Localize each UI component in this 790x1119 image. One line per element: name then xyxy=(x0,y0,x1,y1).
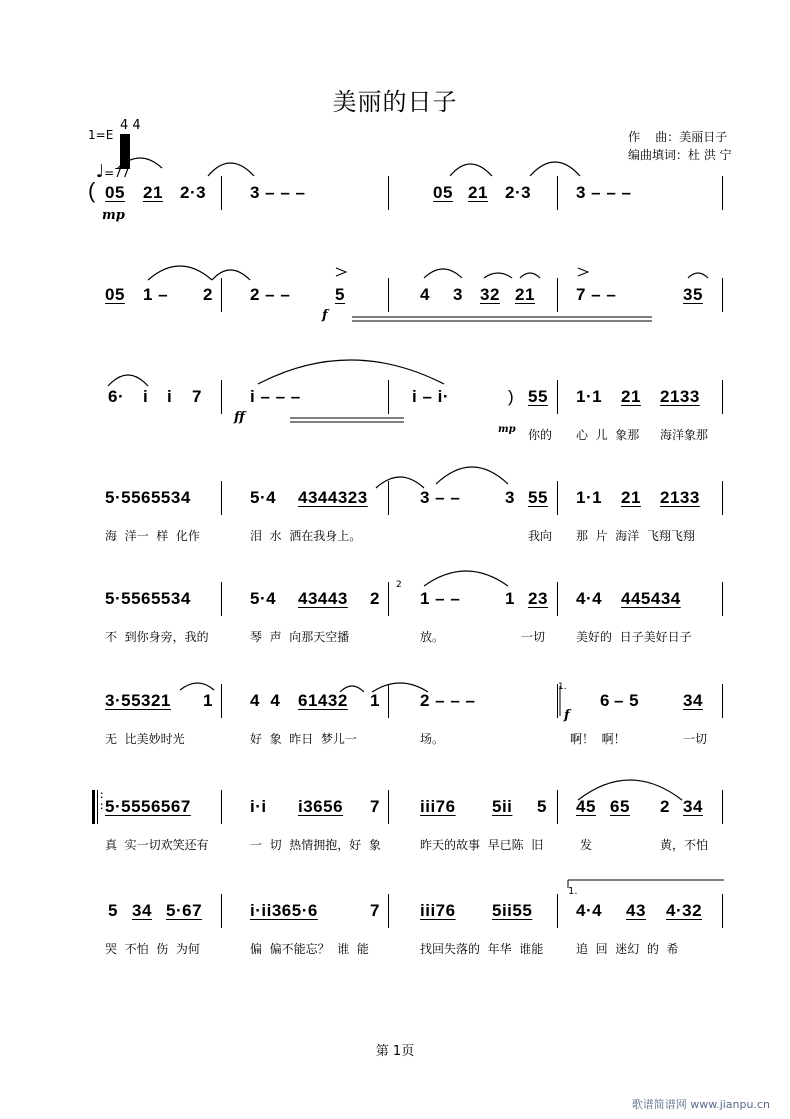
note-group: 2 – – – xyxy=(420,691,476,710)
note-group: 1 xyxy=(203,691,213,710)
lyric: 一切 xyxy=(683,732,708,746)
bracket-icon: ( xyxy=(88,178,96,203)
note-group: 3 – – – xyxy=(250,183,306,202)
slur xyxy=(424,269,462,278)
lyric: 真 实一切欢笑还有 xyxy=(105,838,209,852)
dynamic-mp: mp xyxy=(102,208,125,223)
slur xyxy=(208,163,254,176)
note-group: – 5 xyxy=(614,691,640,710)
time-sig-top: 4 xyxy=(120,118,129,133)
lyric: 偏 偏不能忘？ 谁 能 xyxy=(250,942,369,956)
dynamic-f: f xyxy=(564,708,570,723)
note-group: 7 xyxy=(370,901,380,920)
lyric: 泪 水 洒在我身上。 xyxy=(250,529,362,543)
dynamic-f: f xyxy=(322,308,328,323)
note-group: 4·4 xyxy=(576,901,603,920)
lyric: 不 到你身旁，我的 xyxy=(105,630,209,644)
note-group: 5 xyxy=(335,285,345,304)
score-system-8 xyxy=(100,886,740,974)
note-group: 21 xyxy=(621,488,641,507)
note-group: i·i xyxy=(250,797,267,816)
note-group: 5·4 xyxy=(250,589,277,608)
note-group: 3 – – – xyxy=(576,183,632,202)
note-group: 34 xyxy=(683,691,703,710)
lyric: 啊！ 啊！ xyxy=(570,732,626,746)
slur xyxy=(450,164,492,176)
note-group: 4·32 xyxy=(666,901,703,920)
note-group: 5·4 xyxy=(250,488,277,507)
note-group: 1 xyxy=(370,691,380,710)
note-group: 21 xyxy=(143,183,163,202)
lyric: 场。 xyxy=(420,732,445,746)
note-group: 05 xyxy=(433,183,453,202)
lyric: 好 象 昨日 梦儿一 xyxy=(250,732,357,746)
note-group: iii76 xyxy=(420,797,456,816)
volta-1-label: 1. xyxy=(558,682,567,692)
tempo-value: =77 xyxy=(104,166,130,180)
note-group: 43443 xyxy=(298,589,348,608)
note-group: 5·5556567 xyxy=(105,797,191,816)
slur xyxy=(530,162,580,176)
lyric: 发 xyxy=(580,838,593,852)
note-group: iii76 xyxy=(420,901,456,920)
note-group: 5 xyxy=(537,797,547,816)
lyric: 海 洋一 样 化作 xyxy=(105,529,200,543)
note-group: 5·5565534 xyxy=(105,488,191,507)
lyric: 美好的 日子美好日子 xyxy=(576,630,692,644)
note-group: 3·55321 xyxy=(105,691,171,710)
note-group: 2·3 xyxy=(505,183,532,202)
quarter-note-icon: ♩ xyxy=(95,161,105,182)
score-system-3 xyxy=(100,380,740,460)
lyric: 琴 声 向那天空播 xyxy=(250,630,350,644)
song-title: 美丽的日子 xyxy=(332,88,458,116)
note-group: 55 xyxy=(528,488,548,507)
note-group: i – – – xyxy=(250,387,301,406)
note-group: 65 xyxy=(610,797,630,816)
bracket-icon: ) xyxy=(508,387,515,406)
note-group: 4344323 xyxy=(298,488,368,507)
note-group: 55 xyxy=(528,387,548,406)
note-group: 21 xyxy=(468,183,488,202)
note-group: 3 xyxy=(453,285,463,304)
arranger-credit: 编曲填词：杜 洪 宁 xyxy=(628,148,732,162)
lyric: 无 比美妙时光 xyxy=(105,732,185,746)
key-signature: 1=E xyxy=(88,128,114,142)
note-group: 5 xyxy=(108,901,118,920)
note-group: 32 xyxy=(480,285,500,304)
lyric: 一切 xyxy=(521,630,546,644)
note-group: 1·1 xyxy=(576,387,603,406)
note-group: 1·1 xyxy=(576,488,603,507)
lyric: 找回失落的 年华 谁能 xyxy=(420,942,544,956)
note-group: i·ii365·6 xyxy=(250,901,318,920)
note-group: 2 xyxy=(203,285,213,304)
lyric: 海洋象那 xyxy=(660,428,709,442)
note-group: 6· xyxy=(108,387,125,406)
volta-1-label: 1. xyxy=(568,886,578,897)
lyric: 心 儿 象那 xyxy=(576,428,640,442)
dynamic-ff: ff xyxy=(234,410,245,425)
site-watermark: 歌谱简谱网 www.jianpu.cn xyxy=(631,1098,770,1111)
note-group: 61432 xyxy=(298,691,348,710)
lyric: 追 回 迷幻 的 希 xyxy=(576,942,679,956)
lyric: 黄，不怕 xyxy=(660,838,709,852)
note-group: 45 xyxy=(576,797,596,816)
score-system-2 xyxy=(100,278,740,358)
note-group: 3 xyxy=(505,488,515,507)
lyric: 我向 xyxy=(528,529,553,543)
note-group: 05 xyxy=(105,285,125,304)
dynamic-mp: mp xyxy=(498,424,516,435)
note-group: 43 xyxy=(626,901,646,920)
note-group: i xyxy=(143,387,149,406)
lyric: 放。 xyxy=(420,630,445,644)
note-group: 2 xyxy=(660,797,670,816)
note-group: 4 4 xyxy=(250,691,281,710)
note-group: i – i· xyxy=(412,387,450,406)
score-system-4 xyxy=(100,481,740,561)
note-group: 34 xyxy=(132,901,152,920)
note-group: 7 xyxy=(370,797,380,816)
note-group: 2 – – xyxy=(250,285,291,304)
score-system-6 xyxy=(100,684,740,764)
note-group: 23 xyxy=(528,589,548,608)
lyric: 一 切 热情拥抱，好 象 xyxy=(250,838,381,852)
score-system-5 xyxy=(100,582,740,662)
volta-2-label: 2 xyxy=(396,580,402,590)
note-group: 1 – xyxy=(143,285,169,304)
note-group: 7 xyxy=(192,387,202,406)
lyric: 你的 xyxy=(528,428,553,442)
composer-credit: 作 曲：美丽日子 xyxy=(628,130,728,144)
lyric: 昨天的故事 早已陈 旧 xyxy=(420,838,544,852)
note-group: 2·3 xyxy=(180,183,207,202)
repeat-dots-icon: : : xyxy=(100,790,104,812)
score-system-7 xyxy=(100,790,740,870)
note-group: 34 xyxy=(683,797,703,816)
lyric: 那 片 海洋 飞翔飞翔 xyxy=(576,529,695,543)
note-group: 21 xyxy=(515,285,535,304)
note-group: 7 – – xyxy=(576,285,617,304)
note-group: 2133 xyxy=(660,488,700,507)
time-sig-bottom: 4 xyxy=(132,118,141,133)
note-group: 2 xyxy=(370,589,380,608)
note-group: 5ii55 xyxy=(492,901,533,920)
note-group: 445434 xyxy=(621,589,681,608)
note-group: 5ii xyxy=(492,797,513,816)
note-group: 3 – – xyxy=(420,488,461,507)
note-group: 5·5565534 xyxy=(105,589,191,608)
note-group: i3656 xyxy=(298,797,344,816)
note-group: i xyxy=(167,387,173,406)
note-group: 6 xyxy=(600,691,610,710)
note-group: 4·4 xyxy=(576,589,603,608)
score-system-1 xyxy=(88,176,740,256)
note-group: 5·67 xyxy=(166,901,203,920)
note-group: 1 – – xyxy=(420,589,461,608)
note-group: 4 xyxy=(420,285,430,304)
note-group: 2133 xyxy=(660,387,700,406)
note-group: 21 xyxy=(621,387,641,406)
lyric: 哭 不怕 伤 为何 xyxy=(105,942,200,956)
time-signature xyxy=(120,119,141,133)
note-group: 1 xyxy=(505,589,515,608)
note-group: 05 xyxy=(105,183,125,202)
page-number: 第 1页 xyxy=(375,1044,415,1059)
note-group: 35 xyxy=(683,285,703,304)
